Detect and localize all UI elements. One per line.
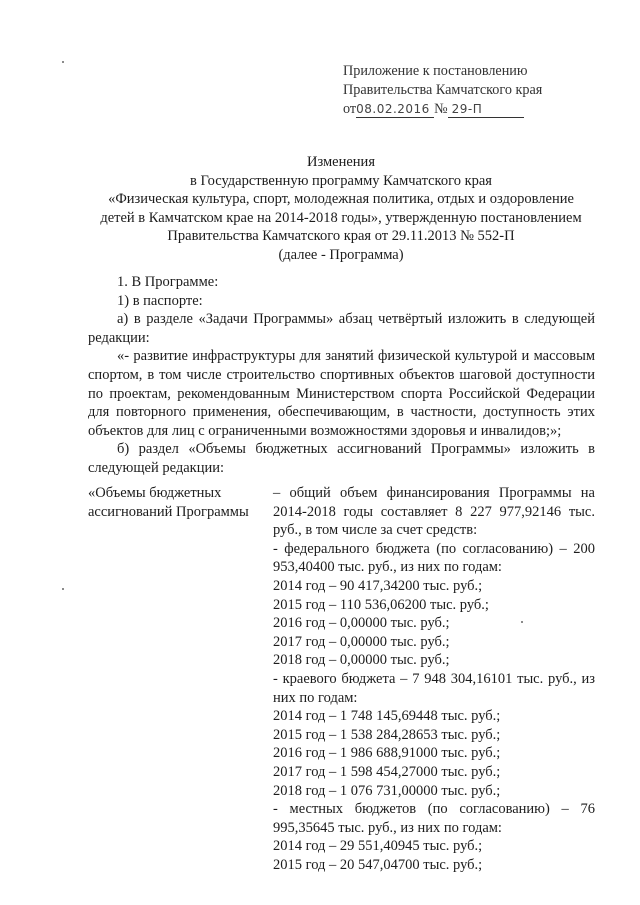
title-line-3: «Физическая культура, спорт, молодежная политика, отдых и оздоровление: [108, 191, 574, 207]
regional-year-2015: 2015 год – 1 538 284,28653 тыс. руб.;: [273, 726, 501, 743]
handwritten-date: 08.02.2016: [356, 101, 434, 118]
regional-year-2018: 2018 год – 1 076 731,00000 тыс. руб.;: [273, 782, 501, 799]
scan-speck: [62, 588, 64, 590]
handwritten-number: 29-П: [448, 101, 524, 118]
local-year-2015: 2015 год – 20 547,04700 тыс. руб.;: [273, 856, 483, 873]
federal-year-2018: 2018 год – 0,00000 тыс. руб.;: [273, 652, 450, 669]
scan-speck: [521, 621, 523, 623]
document-title: [88, 153, 594, 264]
budget-total: – общий объем финансирования Программы на 2014-2018 годы составляет 8 227 977,92146 тыс. руб., в том числе за счет средств:: [273, 485, 595, 539]
appendix-line-1: Приложение к постановлению: [343, 63, 528, 79]
appendix-line-2: Правительства Камчатского края: [343, 82, 543, 98]
federal-year-2016: 2016 год – 0,00000 тыс. руб.;: [273, 615, 450, 632]
budget-regional: - краевого бюджета – 7 948 304,16101 тыс. руб., из них по годам:: [273, 670, 595, 706]
budget-federal: - федерального бюджета (по согласованию) – 200 953,40400 тыс. руб., из них по годам:: [273, 540, 595, 576]
paragraph-4: «- развитие инфраструктуры для занятий физической культурой и массовым спортом, в том числе строительство спортивных объектов шаговой доступности по проектам, рекомендованным Министерством спорта Российской Федерации для повторного применения, обеспечивающим, в частности, доступность этих объектов для лиц с ограниченными возможностями здоровья и инвалидов;»;: [88, 348, 595, 439]
federal-year-2017: 2017 год – 0,00000 тыс. руб.;: [273, 633, 450, 650]
title-line-2: в Государственную программу Камчатского края: [190, 172, 492, 189]
appendix-stamp: [343, 62, 542, 119]
paragraph-5: б) раздел «Объемы бюджетных ассигнований Программы» изложить в следующей редакции:: [88, 441, 595, 476]
title-heading: Изменения: [307, 154, 375, 170]
appendix-date-line: [343, 100, 542, 119]
number-label: №: [434, 101, 448, 117]
scan-speck: [62, 61, 64, 63]
paragraph-3: а) в разделе «Задачи Программы» абзац четвёртый изложить в следующей редакции:: [88, 311, 595, 346]
regional-year-2017: 2017 год – 1 598 454,27000 тыс. руб.;: [273, 763, 501, 780]
federal-year-2014: 2014 год – 90 417,34200 тыс. руб.;: [273, 577, 483, 594]
budget-local: - местных бюджетов (по согласованию) – 76 995,35645 тыс. руб., из них по годам:: [273, 801, 595, 836]
document-body: [88, 273, 595, 478]
federal-year-2015: 2015 год – 110 536,06200 тыс. руб.;: [273, 596, 489, 613]
paragraph-2: 1) в паспорте:: [117, 292, 203, 309]
budget-details: [273, 484, 595, 874]
title-line-6: (далее - Программа): [278, 246, 404, 263]
from-label: от: [343, 101, 357, 117]
regional-year-2014: 2014 год – 1 748 145,69448 тыс. руб.;: [273, 708, 501, 725]
regional-year-2016: 2016 год – 1 986 688,91000 тыс. руб.;: [273, 745, 501, 762]
title-line-5: Правительства Камчатского края от 29.11.2013 № 552-П: [167, 228, 515, 244]
title-line-4: детей в Камчатском крае на 2014-2018 годы», утвержденную постановлением: [100, 209, 582, 226]
budget-label: «Объемы бюджетных ассигнований Программы: [88, 485, 249, 520]
paragraph-1: 1. В Программе:: [117, 274, 219, 290]
local-year-2014: 2014 год – 29 551,40945 тыс. руб.;: [273, 838, 483, 855]
